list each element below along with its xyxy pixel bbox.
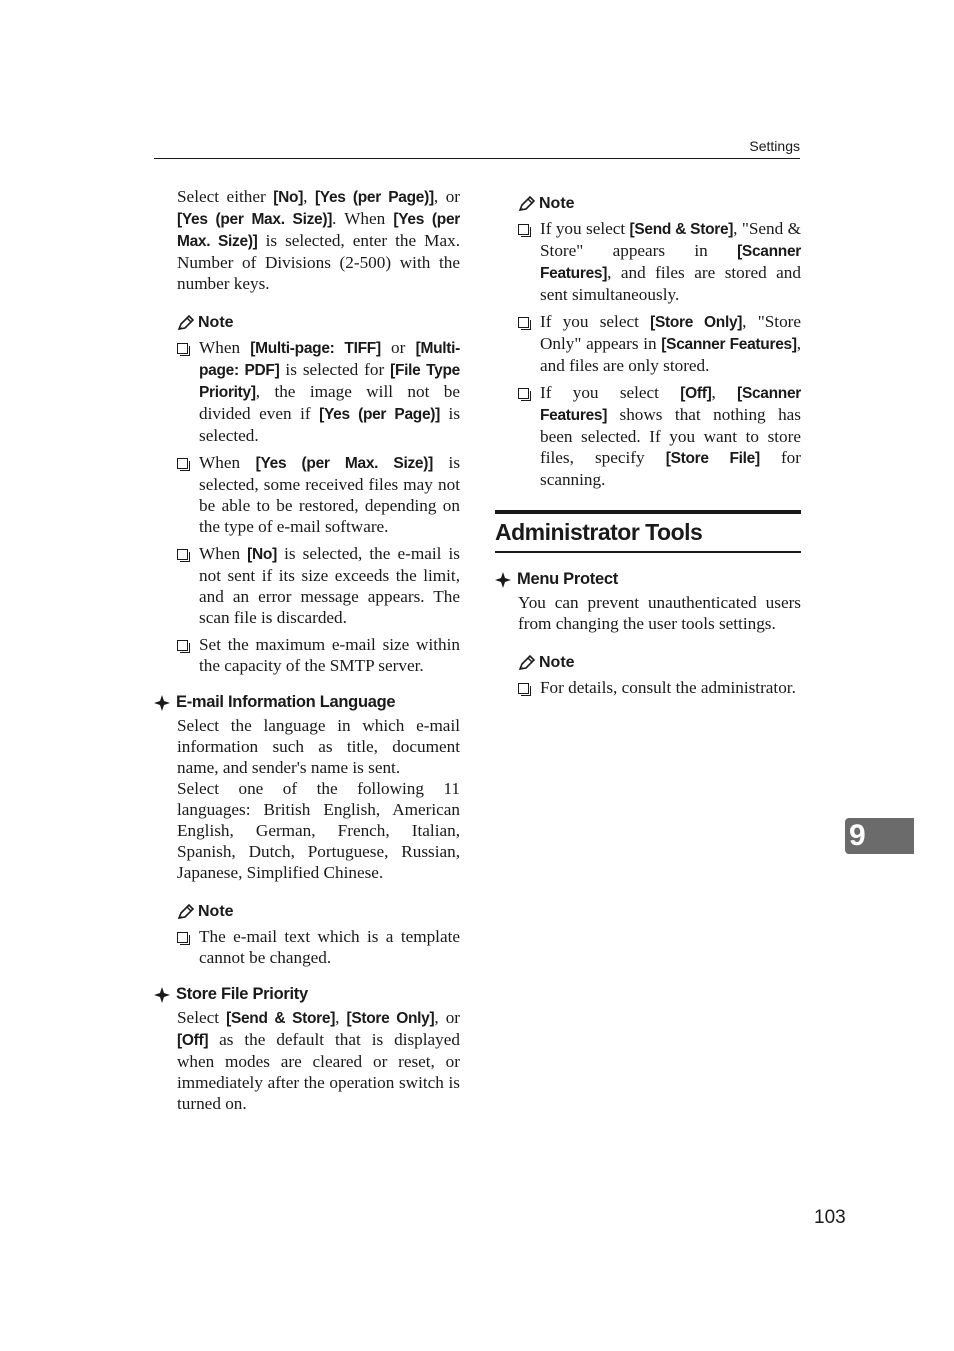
note-heading: [177, 901, 460, 922]
checkbox-bullet-icon: [518, 317, 529, 328]
note-item: When [No] is selected, the e-mail is not sent if its size exceeds the limit, and an error message appears. The scan file is discarded.: [177, 543, 460, 628]
note-list: [177, 926, 460, 968]
section-title: Administrator Tools: [495, 510, 801, 553]
ui-label: [Off]: [177, 1032, 209, 1049]
note-label: Note: [539, 195, 575, 212]
menu-protect-desc: You can prevent unauthenticated users from changing the user tools settings.: [518, 593, 801, 633]
pencil-icon: [177, 904, 195, 920]
right-column: [495, 193, 801, 704]
note-heading: [518, 193, 801, 214]
ui-label: [Send & Store]: [226, 1010, 336, 1027]
note-item: Set the maximum e-mail size within the capacity of the SMTP server.: [177, 634, 460, 676]
store-file-priority-heading: Store File Priority: [154, 984, 460, 1005]
ui-label: [Store Only]: [650, 314, 743, 331]
ui-label: [No]: [247, 546, 277, 563]
diamond-bullet-icon: [495, 572, 511, 588]
checkbox-bullet-icon: [177, 640, 188, 651]
ui-label: [No]: [273, 189, 304, 206]
ui-label: [Store File]: [665, 450, 760, 467]
ui-label: [Multi-page: PDF]: [199, 340, 460, 379]
note-label: Note: [539, 654, 575, 671]
note-heading: [177, 312, 460, 333]
checkbox-bullet-icon: [177, 458, 188, 469]
max-size-paragraph: Select either [No], [Yes (per Page)], or [Yes (per Max. Size)]. When [Yes (per Max. Size)] is selected, enter the Max. Number of Divisions (2-500) with the number keys.: [177, 187, 461, 293]
note-heading: [518, 652, 801, 673]
checkbox-bullet-icon: [518, 683, 529, 694]
ui-label: [Store Only]: [346, 1010, 435, 1027]
ui-label: [Scanner Features]: [661, 336, 797, 353]
note-item: If you select [Off], [Scanner Features] shows that nothing has been selected. If you want to store files, specify [Store File] for scanning.: [518, 382, 801, 490]
chapter-tab: 9: [845, 818, 914, 854]
ui-label: [Off]: [680, 385, 712, 402]
ui-label: [Yes (per Max. Size)]: [177, 211, 333, 228]
note-label: Note: [198, 314, 234, 331]
ui-label: [File Type Priority]: [199, 362, 460, 401]
note-item: If you select [Send & Store], "Send & Store" appears in [Scanner Features], and files are stored and sent simultaneously.: [518, 218, 801, 305]
checkbox-bullet-icon: [177, 549, 188, 560]
note-list: [177, 337, 460, 676]
checkbox-bullet-icon: [177, 343, 188, 354]
email-language-heading: E-mail Information Language: [154, 692, 460, 713]
note-label: Note: [198, 903, 234, 920]
checkbox-bullet-icon: [177, 932, 188, 943]
pencil-icon: [177, 315, 195, 331]
note-list: [518, 677, 801, 698]
ui-label: [Scanner Features]: [540, 243, 801, 282]
note-item: When [Multi-page: TIFF] or [Multi-page: PDF] is selected for [File Type Priority], the image will not be divided even if [Yes (per Page)] is selected.: [177, 337, 460, 446]
diamond-bullet-icon: [154, 987, 170, 1003]
checkbox-bullet-icon: [518, 388, 529, 399]
ui-label: [Yes (per Page)]: [314, 189, 434, 206]
diamond-bullet-icon: [154, 695, 170, 711]
note-item: If you select [Store Only], "Store Only" appears in [Scanner Features], and files are only stored.: [518, 311, 801, 376]
store-file-priority-desc: Select [Send & Store], [Store Only], or [Off] as the default that is displayed when modes are cleared or reset, or immediately after the operation switch is turned on.: [177, 1008, 461, 1113]
email-language-desc: Select the language in which e-mail information such as title, document name, and sender's name is sent.: [177, 716, 460, 777]
page-number: 103: [814, 1207, 846, 1228]
running-header: Settings: [749, 138, 800, 154]
note-item: For details, consult the administrator.: [518, 677, 801, 698]
ui-label: [Yes (per Max. Size)]: [255, 455, 433, 472]
pencil-icon: [518, 655, 536, 671]
header-rule: [154, 158, 800, 159]
note-item: The e-mail text which is a template cannot be changed.: [177, 926, 460, 968]
left-column: [154, 186, 460, 1114]
ui-label: [Scanner Features]: [540, 385, 802, 424]
note-list: [518, 218, 801, 490]
pencil-icon: [518, 196, 536, 212]
note-item: When [Yes (per Max. Size)] is selected, some received files may not be able to be restored, depending on the type of e-mail software.: [177, 452, 460, 537]
menu-protect-heading: Menu Protect: [495, 569, 801, 590]
ui-label: [Yes (per Page)]: [319, 406, 440, 423]
ui-label: [Yes (per Max. Size)]: [177, 211, 460, 250]
ui-label: [Send & Store]: [629, 221, 734, 238]
ui-label: [Multi-page: TIFF]: [250, 340, 381, 357]
email-language-options: Select one of the following 11 languages: British English, American English, German, French, Italian, Spanish, Dutch, Portuguese, Russian, Japanese, Simplified Chinese.: [177, 779, 460, 882]
checkbox-bullet-icon: [518, 224, 529, 235]
